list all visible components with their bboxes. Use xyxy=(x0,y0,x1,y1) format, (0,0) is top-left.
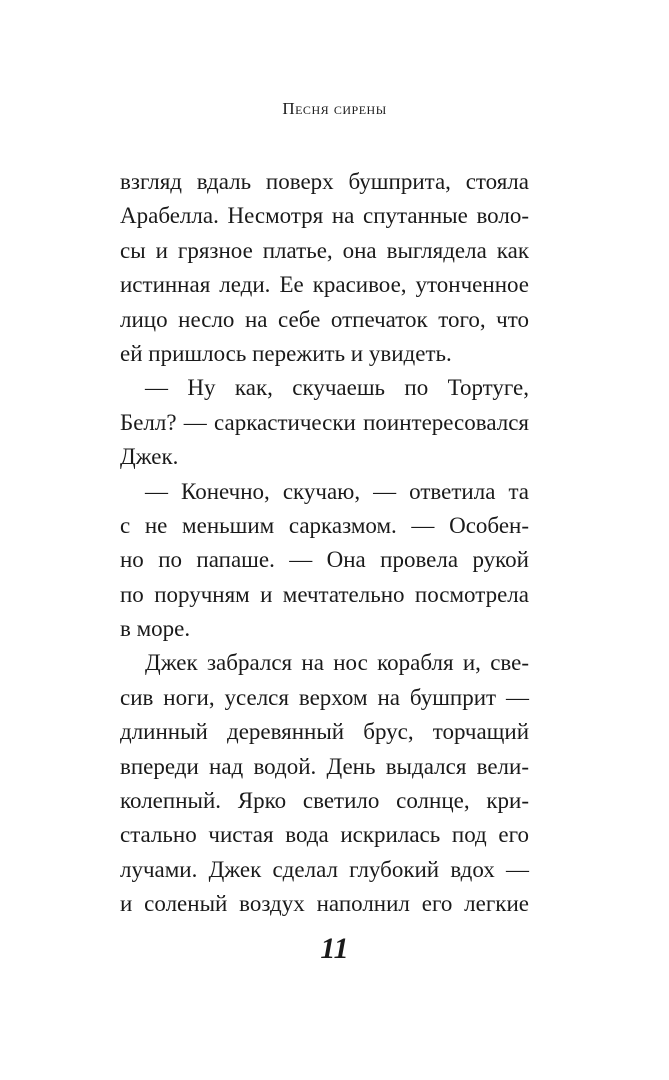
text-line: но по папаше. — Она провела рукой xyxy=(120,547,529,573)
page-number: 11 xyxy=(320,932,349,965)
text-line: — Ну как, скучаешь по Тортуге, xyxy=(145,375,529,401)
text-line: ей пришлось пережить и увидеть. xyxy=(120,340,452,366)
text-line: впереди над водой. День выдался вели- xyxy=(120,753,529,779)
text-line: и соленый воздух наполнил его легкие xyxy=(120,891,529,917)
text-line: Арабелла. Несмотря на спутанные воло- xyxy=(120,203,529,229)
text-line: истинная леди. Ее красивое, утонченное xyxy=(120,272,529,298)
text-line: Джек забрался на нос корабля и, све- xyxy=(145,650,529,676)
text-line: длинный деревянный брус, торчащий xyxy=(120,719,529,745)
running-head: Песня сирены xyxy=(282,99,387,118)
text-line: с не меньшим сарказмом. — Особен- xyxy=(120,512,529,538)
text-line: сив ноги, уселся верхом на бушприт — xyxy=(120,684,529,710)
text-line: взгляд вдаль поверх бушприта, стояла xyxy=(120,169,529,194)
text-line: — Конечно, скучаю, — ответила та xyxy=(145,478,529,504)
text-line: Белл? — саркастически поинтересовался xyxy=(120,409,529,435)
text-line: по поручням и мечтательно посмотрела xyxy=(120,581,529,607)
body-text xyxy=(120,165,529,922)
text-line: сы и грязное платье, она выглядела как xyxy=(120,237,529,263)
text-line: лицо несло на себе отпечаток того, что xyxy=(120,306,529,332)
text-line: колепный. Ярко светило солнце, кри- xyxy=(120,788,529,814)
text-line: стально чистая вода искрилась под его xyxy=(120,822,529,848)
text-line: Джек. xyxy=(120,444,179,470)
text-line: лучами. Джек сделал глубокий вдох — xyxy=(120,856,529,882)
text-line: в море. xyxy=(120,616,191,642)
